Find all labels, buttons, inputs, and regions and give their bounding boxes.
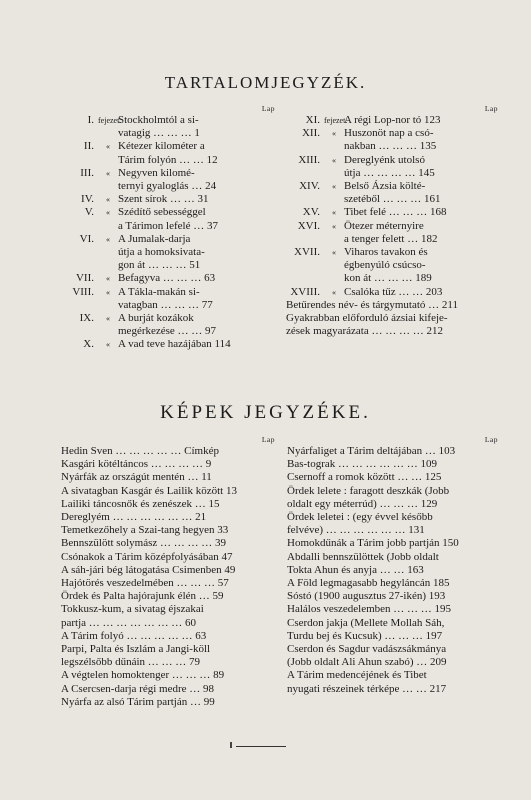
image-entry-text: partja … … … … … … … 60 xyxy=(61,616,197,629)
image-entry-text: Turdu bej és Kucsuk) … … … 197 xyxy=(287,629,443,642)
image-list-line xyxy=(287,551,498,564)
toc-entry-text: megérkezése … … 97 xyxy=(118,325,217,338)
chapter-mark: « xyxy=(106,195,110,205)
chapter-number: IV. xyxy=(81,193,94,206)
image-list-line xyxy=(287,511,498,524)
chapter-mark: fejezet. xyxy=(324,116,348,125)
image-entry-text: A sivatagban Kasgár és Lailik között 13 xyxy=(61,484,237,497)
image-entry-text: Halálos veszedelemben … … … 195 xyxy=(287,603,452,616)
toc-entry-line xyxy=(60,325,275,338)
toc-entry-line xyxy=(286,180,498,193)
chapter-number: XV. xyxy=(302,206,320,219)
image-list-line xyxy=(61,696,275,709)
chapter-mark: « xyxy=(106,340,110,350)
toc-entry-line xyxy=(286,272,498,285)
image-entry-text: Csernoff a romok között … … 125 xyxy=(287,471,442,484)
chapter-mark xyxy=(98,299,118,312)
chapter-mark xyxy=(324,140,344,153)
image-list-line xyxy=(61,683,275,696)
image-entry-text: Nyárfa az alsó Tárim partján … 99 xyxy=(61,695,215,708)
toc-entry-text: Csalóka tűz … … 203 xyxy=(344,285,443,298)
chapter-number xyxy=(60,154,98,167)
toc-entry-line xyxy=(60,286,275,299)
toc-entry-line xyxy=(286,246,498,259)
image-list-line xyxy=(287,537,498,550)
chapter-number xyxy=(286,272,324,285)
chapter-mark: « xyxy=(332,287,336,297)
toc-entry-line xyxy=(286,286,498,299)
image-entry-text: Kasgári kötéltáncos … … … … 9 xyxy=(61,458,212,471)
page-mark xyxy=(230,742,232,748)
toc-entry-line xyxy=(60,272,275,285)
toc-entry-text: Betűrendes név- és tárgymutató … 211 xyxy=(286,298,458,311)
image-list-line xyxy=(61,669,275,682)
chapter-number: VI. xyxy=(79,232,94,245)
toc-entry-text: Befagyva … … … 63 xyxy=(118,272,216,285)
chapter-number xyxy=(60,220,98,233)
image-list-line xyxy=(61,551,275,564)
chapter-mark xyxy=(98,325,118,338)
toc-entry-text: Szédítő sebességgel xyxy=(118,206,206,219)
chapter-mark xyxy=(98,154,118,167)
image-list-line xyxy=(287,564,498,577)
image-entry-text: A Tárim medencéjének és Tibet xyxy=(287,669,427,682)
toc-entry-text: útja … … … … 145 xyxy=(344,166,435,179)
image-list-line xyxy=(287,445,498,458)
image-entry-text: nyugati részeinek térképe … … 217 xyxy=(287,682,447,695)
image-list-line xyxy=(61,485,275,498)
chapter-number: III. xyxy=(80,166,94,179)
image-list-line xyxy=(61,603,275,616)
chapter-mark: « xyxy=(332,155,336,165)
chapter-mark: « xyxy=(106,287,110,297)
chapter-mark: fejezet. xyxy=(98,116,122,125)
chapter-mark xyxy=(324,233,344,246)
image-entry-text: A Föld legmagasabb hegyláncán 185 xyxy=(287,577,450,590)
chapter-number: XVII. xyxy=(294,246,320,259)
chapter-number xyxy=(286,233,324,246)
images-left-column xyxy=(61,435,275,709)
toc-entry-text: Negyven kilomé- xyxy=(118,166,195,179)
image-list-line xyxy=(61,617,275,630)
bottom-rule xyxy=(236,746,286,747)
toc-entry-text: szetéből … … … 161 xyxy=(344,193,441,206)
toc-entry-text: a tenger felett … 182 xyxy=(344,232,438,245)
toc-entry-text: a Tárimon lefelé … 37 xyxy=(118,219,218,232)
image-list-line xyxy=(287,485,498,498)
toc-entry-line xyxy=(286,325,498,338)
toc-entry-line xyxy=(60,259,275,272)
chapter-mark xyxy=(98,180,118,193)
image-list-line xyxy=(61,458,275,471)
toc-entry-line xyxy=(286,154,498,167)
chapter-mark: « xyxy=(106,234,110,244)
image-entry-text: Lailiki táncosnők és zenészek … 15 xyxy=(61,497,220,510)
images-title: KÉPEK JEGYZÉKE. xyxy=(160,402,371,423)
chapter-mark: « xyxy=(332,221,336,231)
chapter-mark xyxy=(324,259,344,272)
chapter-number: XII. xyxy=(301,127,320,140)
toc-entry-line xyxy=(60,206,275,219)
image-list-line xyxy=(61,511,275,524)
toc-entry-text: Stockholmtól a si- xyxy=(118,114,199,126)
toc-entry-text: Belső Ázsia költé- xyxy=(344,180,426,193)
image-entry-text: Sóstó (1900 augusztus 27-ikén) 193 xyxy=(287,590,446,603)
toc-entry-line xyxy=(286,299,498,312)
toc-entry-line xyxy=(60,220,275,233)
chapter-number: I. xyxy=(87,114,94,126)
chapter-mark xyxy=(324,167,344,180)
toc-entry-text: Kétezer kilométer a xyxy=(118,140,205,153)
chapter-mark xyxy=(98,259,118,272)
image-list-line xyxy=(287,603,498,616)
chapter-mark: « xyxy=(106,314,110,324)
toc-entry-text: A Tákla-makán si- xyxy=(118,285,200,298)
chapter-mark: « xyxy=(332,248,336,258)
image-list-line xyxy=(287,669,498,682)
toc-entry-line xyxy=(60,127,275,140)
toc-entry-line xyxy=(286,167,498,180)
chapter-mark xyxy=(98,220,118,233)
toc-entry-text: A vad teve hazájában 114 xyxy=(118,338,231,351)
chapter-mark: « xyxy=(332,182,336,192)
toc-entry-line xyxy=(60,154,275,167)
toc-entry-line xyxy=(60,167,275,180)
toc-entry-text: A burját kozákok xyxy=(118,312,194,325)
image-list-line xyxy=(287,617,498,630)
image-list-line xyxy=(287,498,498,511)
image-entry-text: Parpi, Palta és Iszlám a Jangi-köll xyxy=(61,643,211,656)
toc-entry-line xyxy=(60,246,275,259)
toc-entry-line xyxy=(60,338,275,351)
image-entry-text: Cserdon és Sagdur vadászsákmánya xyxy=(287,643,447,656)
image-list-line xyxy=(287,656,498,669)
toc-entry-text: A régi Lop-nor tó 123 xyxy=(344,114,441,126)
toc-entry-text: Gyakrabban előforduló ázsiai kifeje- xyxy=(286,312,448,325)
image-entry-text: Hajótörés veszedelmében … … … 57 xyxy=(61,577,229,590)
image-entry-text: Ördek és Palta hajórajunk élén … 59 xyxy=(61,590,224,603)
toc-entry-text: Ötezer méternyire xyxy=(344,219,424,232)
image-entry-text: Dereglyém … … … … … … 21 xyxy=(61,511,207,524)
toc-right-column xyxy=(286,104,498,338)
image-entry-text: Tokkusz-kum, a sivatag éjszakai xyxy=(61,603,204,616)
chapter-number xyxy=(60,325,98,338)
image-entry-text: Abdalli bennszülöttek (Jobb oldalt xyxy=(287,550,439,563)
chapter-mark xyxy=(324,272,344,285)
image-entry-text: Bennszülött solymász … … … … 39 xyxy=(61,537,226,550)
lap-label: Lap xyxy=(261,104,275,113)
toc-entry-line xyxy=(60,299,275,312)
image-list-line xyxy=(287,683,498,696)
image-list-line xyxy=(61,590,275,603)
toc-entry-line xyxy=(286,220,498,233)
chapter-mark: « xyxy=(332,208,336,218)
chapter-number: VIII. xyxy=(72,285,94,298)
image-list-line xyxy=(61,445,275,458)
image-list-line xyxy=(287,458,498,471)
toc-entry-text: gon át … … … 51 xyxy=(118,259,201,272)
chapter-mark xyxy=(98,127,118,140)
toc-entry-text: zések magyarázata … … … … 212 xyxy=(286,325,443,338)
toc-entry-line xyxy=(286,140,498,153)
toc-entry-text: A Jumalak-darja xyxy=(118,232,191,245)
chapter-number: XVIII. xyxy=(290,285,320,298)
chapter-number xyxy=(60,259,98,272)
chapter-number xyxy=(60,180,98,193)
image-entry-text: (Jobb oldalt Ali Ahun szabó) … 209 xyxy=(287,656,447,669)
image-entry-text: Temetkezőhely a Szai-tang hegyen 33 xyxy=(61,524,229,537)
image-entry-text: Homokdűnák a Tárim jobb partján 150 xyxy=(287,537,459,550)
toc-entry-text: vatagban … … … 77 xyxy=(118,298,213,311)
chapter-number xyxy=(286,140,324,153)
toc-left-column xyxy=(60,104,275,352)
image-list-line xyxy=(61,656,275,669)
toc-entry-text: nakban … … … 135 xyxy=(344,140,437,153)
chapter-number xyxy=(286,167,324,180)
toc-entry-line xyxy=(286,206,498,219)
image-list-line xyxy=(61,537,275,550)
image-entry-text: Csónakok a Tárim középfolyásában 47 xyxy=(61,550,233,563)
toc-entry-text: ternyi gyaloglás … 24 xyxy=(118,180,217,193)
image-list-line xyxy=(61,471,275,484)
image-list-line xyxy=(61,630,275,643)
lap-label: Lap xyxy=(484,435,498,444)
chapter-number: II. xyxy=(83,140,94,153)
toc-entry-text: vatagig … … … 1 xyxy=(118,127,200,140)
toc-entry-line xyxy=(60,233,275,246)
lap-label: Lap xyxy=(484,104,498,113)
image-entry-text: legszélsőbb dűnáin … … … 79 xyxy=(61,656,201,669)
image-entry-text: Tokta Ahun és anyja … … 163 xyxy=(287,563,424,576)
chapter-number: XIV. xyxy=(299,180,320,193)
image-list-line xyxy=(61,524,275,537)
image-entry-text: A végtelen homoktenger … … … 89 xyxy=(61,669,225,682)
image-list-line xyxy=(287,643,498,656)
chapter-number: VII. xyxy=(75,272,94,285)
image-list-line xyxy=(287,630,498,643)
toc-entry-line xyxy=(60,312,275,325)
toc-entry-line xyxy=(286,233,498,246)
chapter-number: V. xyxy=(84,206,94,219)
toc-entry-text: útja a homoksivata- xyxy=(118,246,205,259)
toc-entry-text: Tibet felé … … … 168 xyxy=(344,206,447,219)
chapter-number: IX. xyxy=(79,312,94,325)
image-entry-text: felvéve) … … … … … … 131 xyxy=(287,524,425,537)
toc-entry-line xyxy=(286,127,498,140)
toc-entry-text: Viharos tavakon és xyxy=(344,246,428,259)
image-list-line xyxy=(61,564,275,577)
chapter-number xyxy=(60,299,98,312)
image-list-line xyxy=(61,577,275,590)
chapter-number xyxy=(60,246,98,259)
toc-entry-text: égbenyúló csúcso- xyxy=(344,259,426,272)
chapter-mark xyxy=(98,246,118,259)
images-right-column xyxy=(287,435,498,696)
chapter-number xyxy=(60,127,98,140)
image-entry-text: oldalt egy méterrúd) … … … 129 xyxy=(287,497,438,510)
chapter-number: XI. xyxy=(305,114,320,126)
image-entry-text: Ördek lelete : faragott deszkák (Jobb xyxy=(287,484,450,497)
toc-entry-text: Huszonöt nap a csó- xyxy=(344,127,434,140)
chapter-mark: « xyxy=(106,274,110,284)
chapter-number xyxy=(286,259,324,272)
image-list-line xyxy=(287,471,498,484)
image-list-line xyxy=(287,590,498,603)
lap-label: Lap xyxy=(261,435,275,444)
toc-entry-line xyxy=(60,193,275,206)
toc-entry-line xyxy=(60,140,275,153)
chapter-number xyxy=(286,193,324,206)
image-list-line xyxy=(287,577,498,590)
chapter-mark: « xyxy=(106,168,110,178)
chapter-number: X. xyxy=(83,338,94,351)
image-entry-text: Nyárfák az országút mentén … 11 xyxy=(61,471,212,484)
image-entry-text: Cserdon jakja (Mellete Mollah Sáh, xyxy=(287,616,445,629)
toc-title: TARTALOMJEGYZÉK. xyxy=(164,73,367,92)
toc-entry-text: kon át … … … 189 xyxy=(344,272,432,285)
chapter-mark xyxy=(324,193,344,206)
toc-entry-text: Tárim folyón … … 12 xyxy=(118,153,218,166)
image-entry-text: Hedin Sven … … … … … Címkép xyxy=(61,445,219,457)
image-entry-text: Bas-tograk … … … … … … 109 xyxy=(287,458,438,471)
toc-entry-text: Dereglyénk utolsó xyxy=(344,153,425,166)
toc-entry-line xyxy=(286,114,498,127)
image-list-line xyxy=(287,524,498,537)
image-entry-text: Nyárfaliget a Tárim deltájában … 103 xyxy=(287,445,456,457)
chapter-mark: « xyxy=(332,129,336,139)
toc-entry-line xyxy=(60,180,275,193)
toc-entry-line xyxy=(286,193,498,206)
toc-entry-line xyxy=(286,259,498,272)
chapter-mark: « xyxy=(106,208,110,218)
image-list-line xyxy=(61,498,275,511)
chapter-mark: « xyxy=(106,142,110,152)
image-list-line xyxy=(61,643,275,656)
toc-entry-text: Szent sírok … … 31 xyxy=(118,193,209,206)
toc-entry-line xyxy=(286,312,498,325)
image-entry-text: A Tárim folyó … … … … … 63 xyxy=(61,629,207,642)
chapter-number: XIII. xyxy=(298,153,320,166)
toc-entry-line xyxy=(60,114,275,127)
image-entry-text: A sáh-jári bég látogatása Csimenben 49 xyxy=(61,563,236,576)
image-entry-text: Ördek leletei : (egy évvel később xyxy=(287,511,433,524)
image-entry-text: A Csercsen-darja régi medre … 98 xyxy=(61,682,215,695)
chapter-number: XVI. xyxy=(297,219,320,232)
